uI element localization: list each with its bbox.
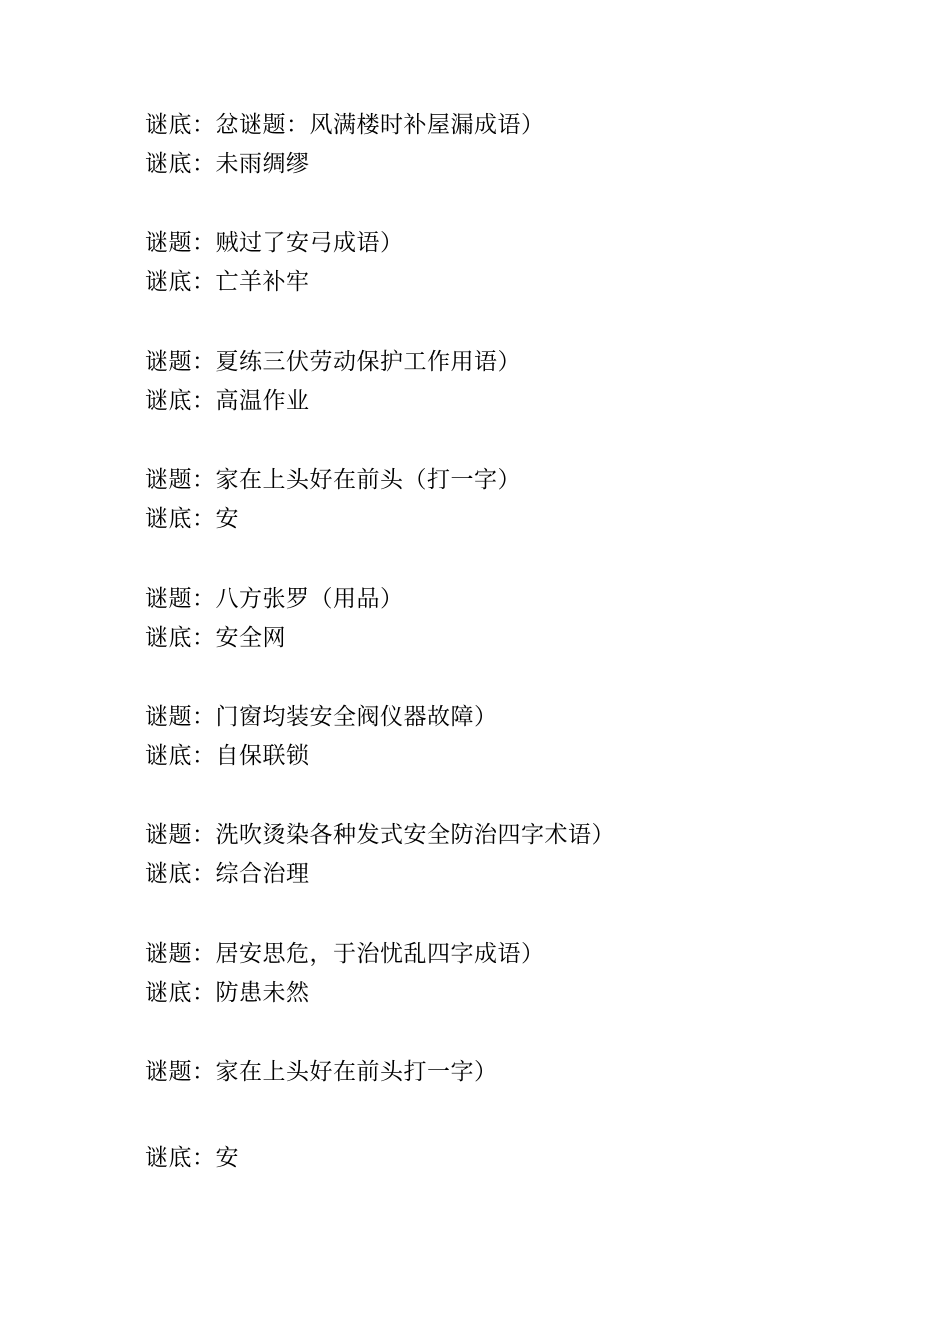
riddle-question-line: 谜题：洗吹烫染各种发式安全防治四字术语） [145,822,615,848]
riddle-answer-line: 谜底：综合治理 [145,861,310,887]
riddle-answer-line: 谜底：亡羊补牢 [145,269,310,295]
riddle-answer-line: 谜底：安 [145,1145,239,1171]
riddle-answer-line: 谜底：安 [145,506,239,532]
riddle-answer-line: 谜底：安全网 [145,625,286,651]
riddle-question-line: 谜题：贼过了安弓成语） [145,230,404,256]
riddle-question-line: 谜题：家在上头好在前头打一字） [145,1059,498,1085]
riddle-question-line: 谜题：居安思危，于治忧乱四字成语） [145,941,545,967]
riddle-answer-line: 谜底：未雨绸缪 [145,151,310,177]
riddle-answer-line: 谜底：防患未然 [145,980,310,1006]
riddle-answer-line: 谜底：高温作业 [145,388,310,414]
riddle-answer-line: 谜底：忿谜题：风满楼时补屋漏成语） [145,112,545,138]
riddle-question-line: 谜题：夏练三伏劳动保护工作用语） [145,349,521,375]
riddle-question-line: 谜题：家在上头好在前头（打一字） [145,467,521,493]
riddle-question-line: 谜题：八方张罗（用品） [145,586,404,612]
riddle-answer-line: 谜底：自保联锁 [145,743,310,769]
riddle-question-line: 谜题：门窗均装安全阀仪器故障） [145,704,498,730]
